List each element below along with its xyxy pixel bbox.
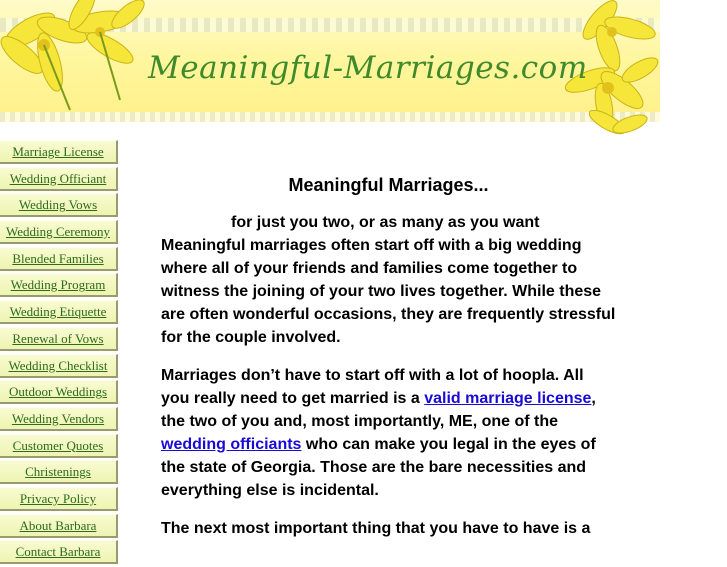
nav-item-privacy-policy[interactable]: Privacy Policy xyxy=(0,487,118,511)
nav-item-wedding-ceremony[interactable]: Wedding Ceremony xyxy=(0,220,118,244)
page-subtitle: for just you two, or as many as you want xyxy=(231,214,540,231)
nav-item-outdoor-weddings[interactable]: Outdoor Weddings xyxy=(0,380,118,404)
sidebar-nav xyxy=(0,140,118,567)
nav-item-renewal-of-vows[interactable]: Renewal of Vows xyxy=(0,327,118,351)
nav-item-marriage-license[interactable]: Marriage License xyxy=(0,140,118,164)
site-title: Meaningful-Marriages.com xyxy=(148,50,588,86)
intro-paragraph: Meaningful marriages often start off with a big wedding where all of your friends and families come together to witness the joining of your two lives together. While these are often wonderful occasions, they are frequently stressful for the couple involved. xyxy=(161,237,616,346)
next-paragraph: The next most important thing that you have to have is a xyxy=(161,520,591,537)
marriage-license-link[interactable]: valid marriage license xyxy=(424,390,592,407)
lily-flower-left-icon xyxy=(0,0,150,122)
nav-item-customer-quotes[interactable]: Customer Quotes xyxy=(0,434,118,458)
nav-item-blended-families[interactable]: Blended Families xyxy=(0,247,118,271)
nav-item-wedding-etiquette[interactable]: Wedding Etiquette xyxy=(0,300,118,324)
nav-item-wedding-vows[interactable]: Wedding Vows xyxy=(0,193,118,217)
nav-item-about-barbara[interactable]: About Barbara xyxy=(0,514,118,538)
requirements-text-c: who can make you legal in the eyes of the state of Georgia. Those are the bare necessities and everything else is incidental. xyxy=(161,436,596,499)
nav-item-wedding-officiant[interactable]: Wedding Officiant xyxy=(0,167,118,191)
nav-item-christenings[interactable]: Christenings xyxy=(0,460,118,484)
wedding-officiants-link[interactable]: wedding officiants xyxy=(161,436,302,453)
requirements-paragraph xyxy=(161,364,616,502)
requirements-text-b: , the two of you and, most importantly, ME, one of the xyxy=(161,390,596,430)
main-content xyxy=(161,170,616,555)
nav-item-wedding-vendors[interactable]: Wedding Vendors xyxy=(0,407,118,431)
lily-flower-bottom-icon xyxy=(585,110,655,148)
nav-item-contact-barbara[interactable]: Contact Barbara xyxy=(0,540,118,564)
page-title: Meaningful Marriages... xyxy=(288,175,489,195)
nav-item-wedding-checklist[interactable]: Wedding Checklist xyxy=(0,354,118,378)
nav-item-wedding-program[interactable]: Wedding Program xyxy=(0,273,118,297)
header-banner xyxy=(0,0,660,122)
requirements-text-a: Marriages don’t have to start off with a lot of hoopla. All you really need to get married is a xyxy=(161,367,584,407)
